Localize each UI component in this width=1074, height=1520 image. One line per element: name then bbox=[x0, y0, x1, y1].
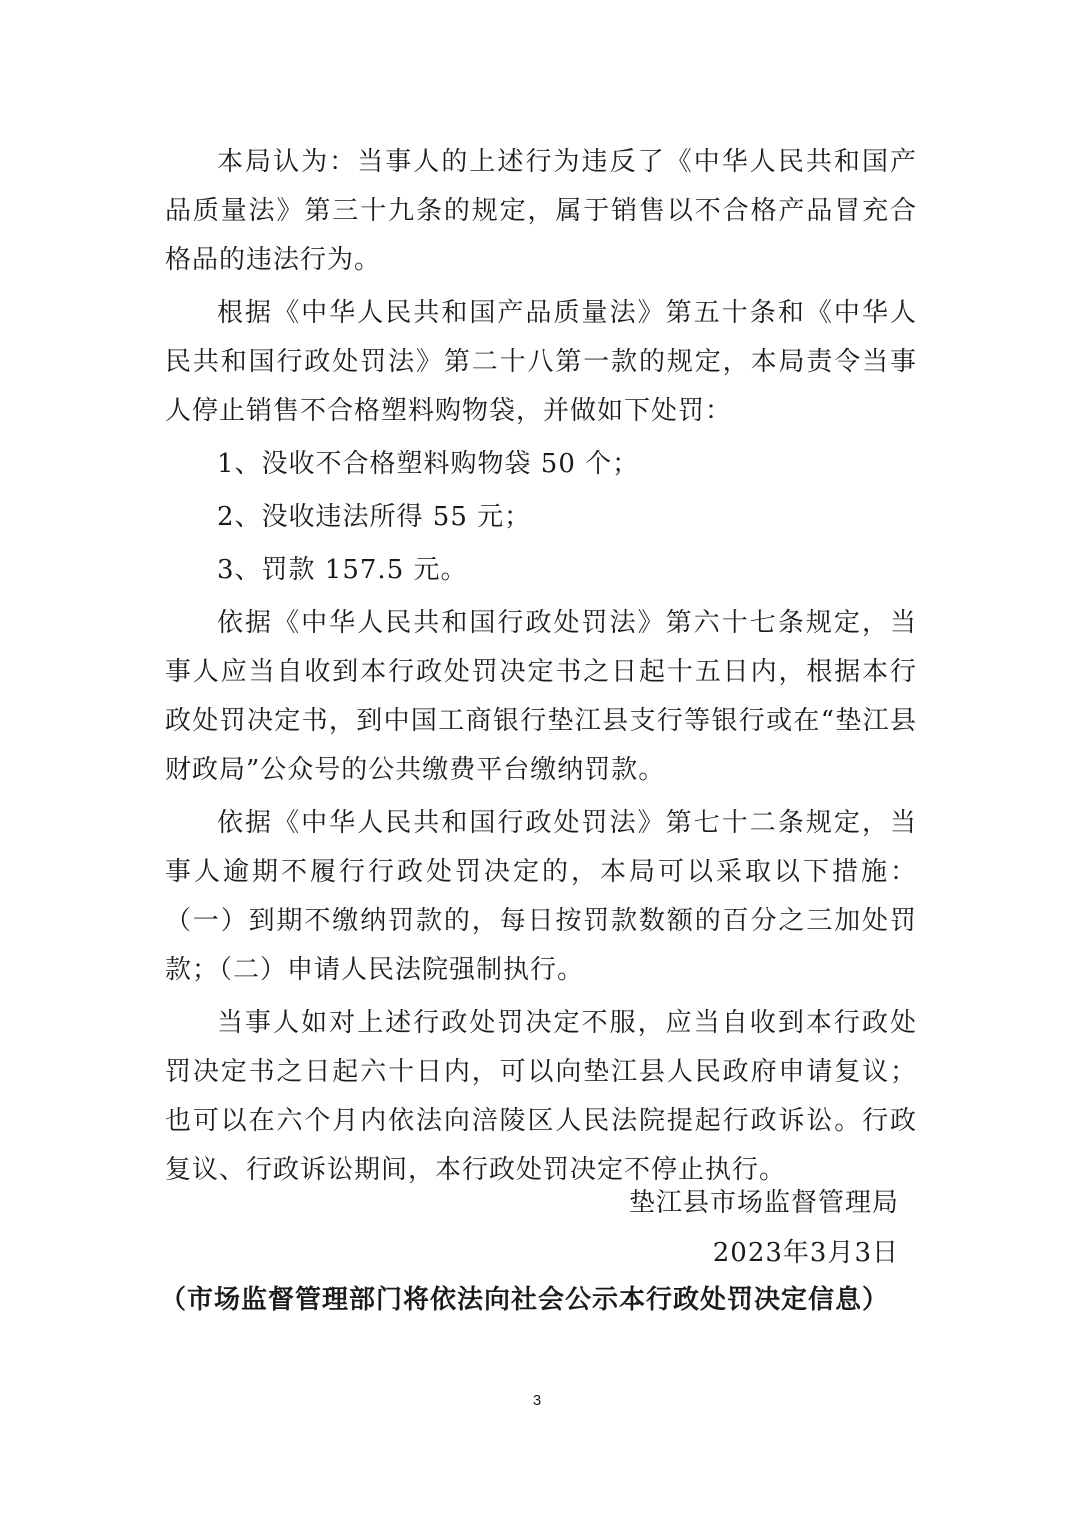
signature-organization: 垫江县市场监督管理局 bbox=[628, 1188, 899, 1218]
paragraph-overdue-measures: 依据《中华人民共和国行政处罚法》第七十二条规定，当事人逾期不履行行政处罚决定的，本局可以采取以下措施：（一）到期不缴纳罚款的，每日按罚款数额的百分之三加处罚款；（二）申请人民法院强制执行。 bbox=[165, 808, 917, 985]
paragraph-legal-basis: 根据《中华人民共和国产品质量法》第五十条和《中华人民共和国行政处罚法》第二十八第一款的规定，本局责令当事人停止销售不合格塑料购物袋，并做如下处罚： bbox=[165, 298, 917, 426]
penalty-item-confiscate-bags: 1、没收不合格塑料购物袋 50 个； bbox=[217, 449, 640, 479]
penalty-item-fine: 3、罚款 157.5 元。 bbox=[217, 555, 468, 585]
signature-date: 2023年3月3日 bbox=[712, 1238, 899, 1268]
paragraph-payment: 依据《中华人民共和国行政处罚法》第六十七条规定，当事人应当自收到本行政处罚决定书之日起十五日内，根据本行政处罚决定书，到中国工商银行垫江县支行等银行或在“垫江县财政局”公众号的公共缴费平台缴纳罚款。 bbox=[165, 608, 917, 785]
publicity-notice: （市场监督管理部门将依法向社会公示本行政处罚决定信息） bbox=[160, 1285, 890, 1315]
paragraph-appeal-rights: 当事人如对上述行政处罚决定不服，应当自收到本行政处罚决定书之日起六十日内，可以向垫江县人民政府申请复议；也可以在六个月内依法向涪陵区人民法院提起行政诉讼。行政复议、行政诉讼期间，本行政处罚决定不停止执行。 bbox=[165, 1008, 917, 1185]
document-body bbox=[165, 138, 917, 1199]
penalty-item-confiscate-income: 2、没收违法所得 55 元； bbox=[217, 502, 532, 532]
paragraph-finding: 本局认为：当事人的上述行为违反了《中华人民共和国产品质量法》第三十九条的规定，属于销售以不合格产品冒充合格品的违法行为。 bbox=[165, 147, 917, 275]
page-number: 3 bbox=[532, 1392, 542, 1409]
